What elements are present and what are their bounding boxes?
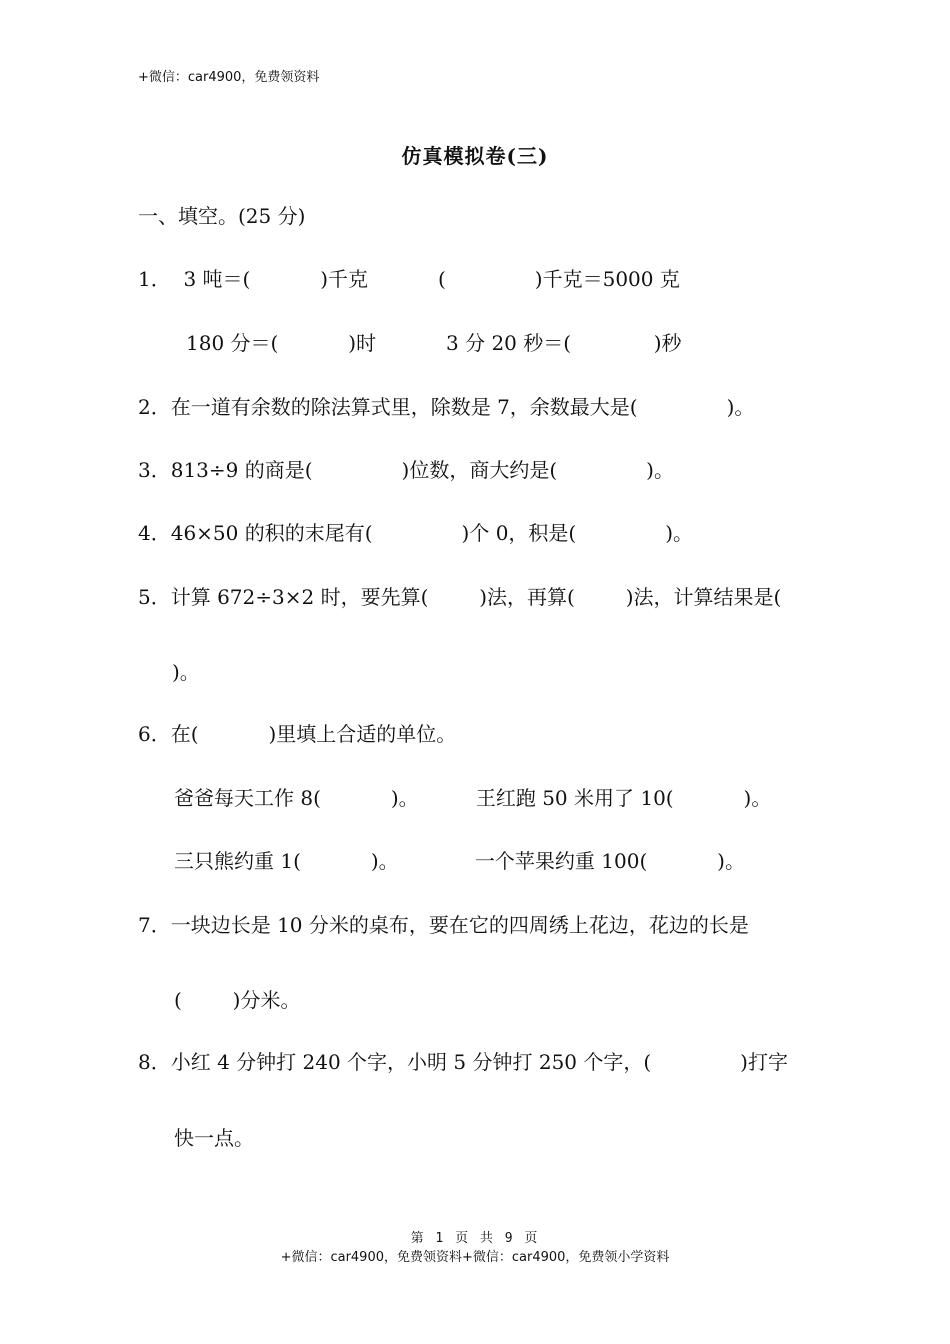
question-7-line-1: 7．一块边长是 10 分米的桌布，要在它的四周绣上花边，花边的长是: [138, 913, 749, 937]
question-1-line-2: 180 分＝( )时 3 分 20 秒＝( )秒: [186, 331, 682, 355]
footer-watermark: +微信：car4900，免费领资料+微信：car4900，免费领小学资料: [280, 1250, 670, 1265]
question-5-line-2: )。: [172, 660, 200, 684]
question-2: 2．在一道有余数的除法算式里，除数是 7，余数最大是( )。: [138, 395, 755, 419]
question-3: 3．813÷9 的商是( )位数，商大约是( )。: [138, 458, 674, 482]
question-7-line-2: ( )分米。: [174, 988, 301, 1012]
question-6-line-1: 6．在( )里填上合适的单位。: [138, 722, 457, 746]
question-6-line-3: 三只熊约重 1( )。 一个苹果约重 100( )。: [174, 849, 745, 873]
question-5-line-1: 5．计算 672÷3×2 时，要先算( )法，再算( )法，计算结果是(: [138, 585, 782, 609]
question-8-line-2: 快一点。: [174, 1126, 254, 1150]
question-1-line-1: 1． 3 吨＝( )千克 ( )千克＝5000 克: [138, 267, 680, 291]
page-number: 第 1 页 共 9 页: [410, 1231, 540, 1246]
question-4: 4．46×50 的积的末尾有( )个 0，积是( )。: [138, 521, 694, 545]
question-6-line-2: 爸爸每天工作 8( )。 王红跑 50 米用了 10( )。: [174, 786, 772, 810]
section-heading: 一、填空。(25 分): [138, 204, 306, 228]
question-8-line-1: 8．小红 4 分钟打 240 个字，小明 5 分钟打 250 个字，( )打字: [138, 1050, 788, 1074]
page-title: 仿真模拟卷(三): [401, 144, 549, 168]
header-watermark: +微信：car4900，免费领资料: [138, 70, 320, 85]
